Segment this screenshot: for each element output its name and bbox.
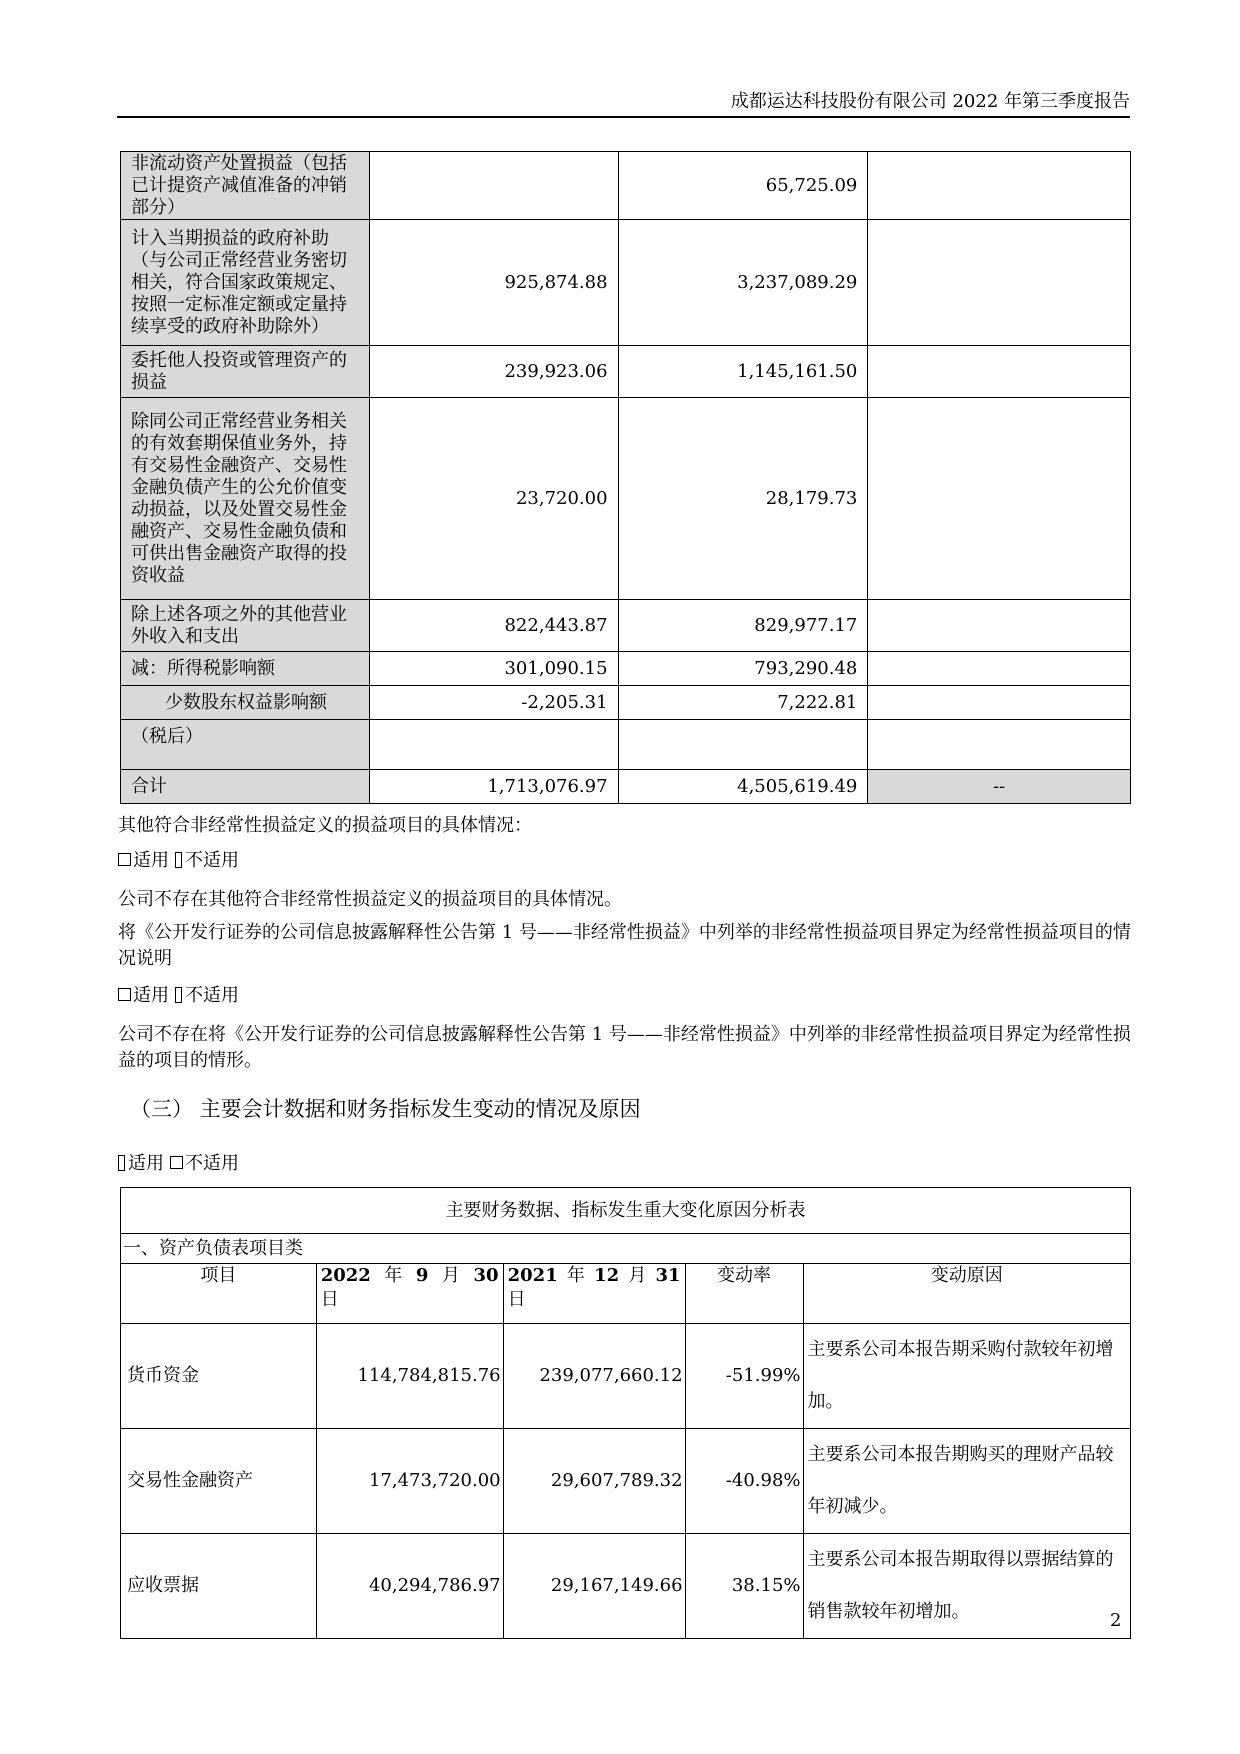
current-value: 925,874.88 [369, 220, 618, 346]
change-analysis-table [120, 1187, 1131, 1639]
applicable-label: 适用 [133, 985, 169, 1006]
note-value [868, 346, 1131, 398]
non-recurring-gains-table [120, 151, 1131, 804]
ytd-value: 65,725.09 [618, 152, 868, 220]
row-label: 除同公司正常经营业务相关的有效套期保值业务外，持有交易性金融资产、交易性金融负债产生的公允价值变动损益，以及处置交易性金融资产、交易性金融负债和可供出售金融资产取得的投资收益 [121, 398, 370, 600]
date-2021-header [503, 1264, 685, 1324]
row-label: 委托他人投资或管理资产的损益 [121, 346, 370, 398]
item-header: 项目 [121, 1264, 317, 1324]
date-2022-header [316, 1264, 503, 1324]
table-title-row [121, 1188, 1131, 1234]
note-value [868, 720, 1131, 770]
item-name: 交易性金融资产 [121, 1429, 317, 1534]
ytd-value: 4,505,619.49 [618, 770, 868, 804]
current-value: 239,923.06 [369, 346, 618, 398]
table-row [121, 770, 1131, 804]
paragraph: 将《公开发行证券的公司信息披露解释性公告第 1 号——非经常性损益》中列举的非经常性损益项目界定为经常性损益项目的情况说明 [118, 922, 1131, 969]
category-row [121, 1234, 1131, 1264]
applicable-label: 适用 [128, 1153, 164, 1174]
current-value: 23,720.00 [369, 398, 618, 600]
ytd-value [618, 720, 868, 770]
month-12: 12 [594, 1265, 620, 1286]
month-char: 月 [628, 1265, 647, 1286]
applicable-label: 适用 [133, 850, 169, 871]
value-2022: 114,784,815.76 [316, 1324, 503, 1429]
table-row [121, 346, 1131, 398]
table-row [121, 1429, 1131, 1534]
paragraph: 其他符合非经常性损益定义的损益项目的具体情况： [118, 815, 532, 836]
value-2021: 29,167,149.66 [503, 1534, 685, 1639]
table-row [121, 720, 1131, 770]
year-char: 年 [384, 1265, 403, 1286]
table-row [121, 600, 1131, 652]
current-value: -2,205.31 [369, 686, 618, 720]
table-row [121, 220, 1131, 346]
checked-box-icon [175, 852, 182, 868]
not-applicable-label: 不适用 [185, 850, 239, 871]
change-reason: 主要系公司本报告期购买的理财产品较年初减少。 [803, 1429, 1131, 1534]
current-value: 301,090.15 [369, 652, 618, 686]
ytd-value: 3,237,089.29 [618, 220, 868, 346]
table-row [121, 652, 1131, 686]
checkbox-icon [118, 988, 131, 1001]
section-title: （三） 主要会计数据和财务指标发生变动的情况及原因 [130, 1097, 641, 1121]
month-char: 月 [441, 1265, 460, 1286]
row-label: 除上述各项之外的其他营业外收入和支出 [121, 600, 370, 652]
checkbox-icon [170, 1156, 183, 1169]
table-row [121, 1534, 1131, 1639]
year-2022: 2022 [320, 1265, 371, 1286]
note-value [868, 652, 1131, 686]
table-row [121, 398, 1131, 600]
row-label: （税后） [121, 720, 370, 770]
row-label: 合计 [121, 770, 370, 804]
category-label: 一、资产负债表项目类 [121, 1234, 1131, 1264]
year-char: 年 [566, 1265, 585, 1286]
note-value [868, 600, 1131, 652]
value-2021: 29,607,789.32 [503, 1429, 685, 1534]
change-reason: 主要系公司本报告期采购付款较年初增加。 [803, 1324, 1131, 1429]
applicability-line [118, 983, 1133, 1009]
applicability-line [118, 1151, 1133, 1177]
value-2022: 40,294,786.97 [316, 1534, 503, 1639]
paragraph: 公司不存在其他符合非经常性损益定义的损益项目的具体情况。 [118, 889, 622, 910]
table-row [121, 152, 1131, 220]
paragraph: 公司不存在将《公开发行证券的公司信息披露解释性公告第 1 号——非经常性损益》中列举的非经常性损益项目界定为经常性损益的项目的情形。 [118, 1024, 1131, 1071]
month-9: 9 [415, 1265, 429, 1286]
not-applicable-label: 不适用 [185, 985, 239, 1006]
checked-box-icon [175, 987, 182, 1003]
current-value: 822,443.87 [369, 600, 618, 652]
note-value [868, 220, 1131, 346]
day-char: 日 [507, 1289, 526, 1310]
row-label: 计入当期损益的政府补助（与公司正常经营业务密切相关，符合国家政策规定、按照一定标准定额或定量持续享受的政府补助除外） [121, 220, 370, 346]
table-row [121, 1324, 1131, 1429]
ytd-value: 7,222.81 [618, 686, 868, 720]
value-2022: 17,473,720.00 [316, 1429, 503, 1534]
change-rate: -51.99% [685, 1324, 803, 1429]
reason-header: 变动原因 [803, 1264, 1131, 1324]
checked-box-icon [118, 1155, 125, 1171]
item-name: 货币资金 [121, 1324, 317, 1429]
current-value: 1,713,076.97 [369, 770, 618, 804]
page-number: 2 [1110, 1610, 1122, 1631]
row-label: 非流动资产处置损益（包括已计提资产减值准备的冲销部分） [121, 152, 370, 220]
checkbox-icon [118, 853, 131, 866]
row-label: 减：所得税影响额 [121, 652, 370, 686]
change-rate: -40.98% [685, 1429, 803, 1534]
year-2021: 2021 [507, 1265, 558, 1286]
day-char: 日 [320, 1289, 339, 1310]
note-value: -- [868, 770, 1131, 804]
current-value [369, 152, 618, 220]
applicability-line [118, 848, 1133, 874]
ytd-value: 1,145,161.50 [618, 346, 868, 398]
note-value [868, 398, 1131, 600]
report-title: 成都运达科技股份有限公司 2022 年第三季度报告 [730, 91, 1130, 112]
note-value [868, 152, 1131, 220]
ytd-value: 793,290.48 [618, 652, 868, 686]
note-value [868, 686, 1131, 720]
item-name: 应收票据 [121, 1534, 317, 1639]
day-31: 31 [655, 1265, 681, 1286]
page-header [117, 88, 1130, 118]
table-title: 主要财务数据、指标发生重大变化原因分析表 [121, 1188, 1131, 1234]
value-2021: 239,077,660.12 [503, 1324, 685, 1429]
rate-header: 变动率 [685, 1264, 803, 1324]
day-30: 30 [473, 1265, 499, 1286]
not-applicable-label: 不适用 [185, 1153, 239, 1174]
current-value [369, 720, 618, 770]
change-rate: 38.15% [685, 1534, 803, 1639]
change-reason: 主要系公司本报告期取得以票据结算的销售款较年初增加。 [803, 1534, 1131, 1639]
table-row [121, 686, 1131, 720]
row-label: 少数股东权益影响额 [121, 686, 370, 720]
header-row [121, 1264, 1131, 1324]
ytd-value: 28,179.73 [618, 398, 868, 600]
ytd-value: 829,977.17 [618, 600, 868, 652]
